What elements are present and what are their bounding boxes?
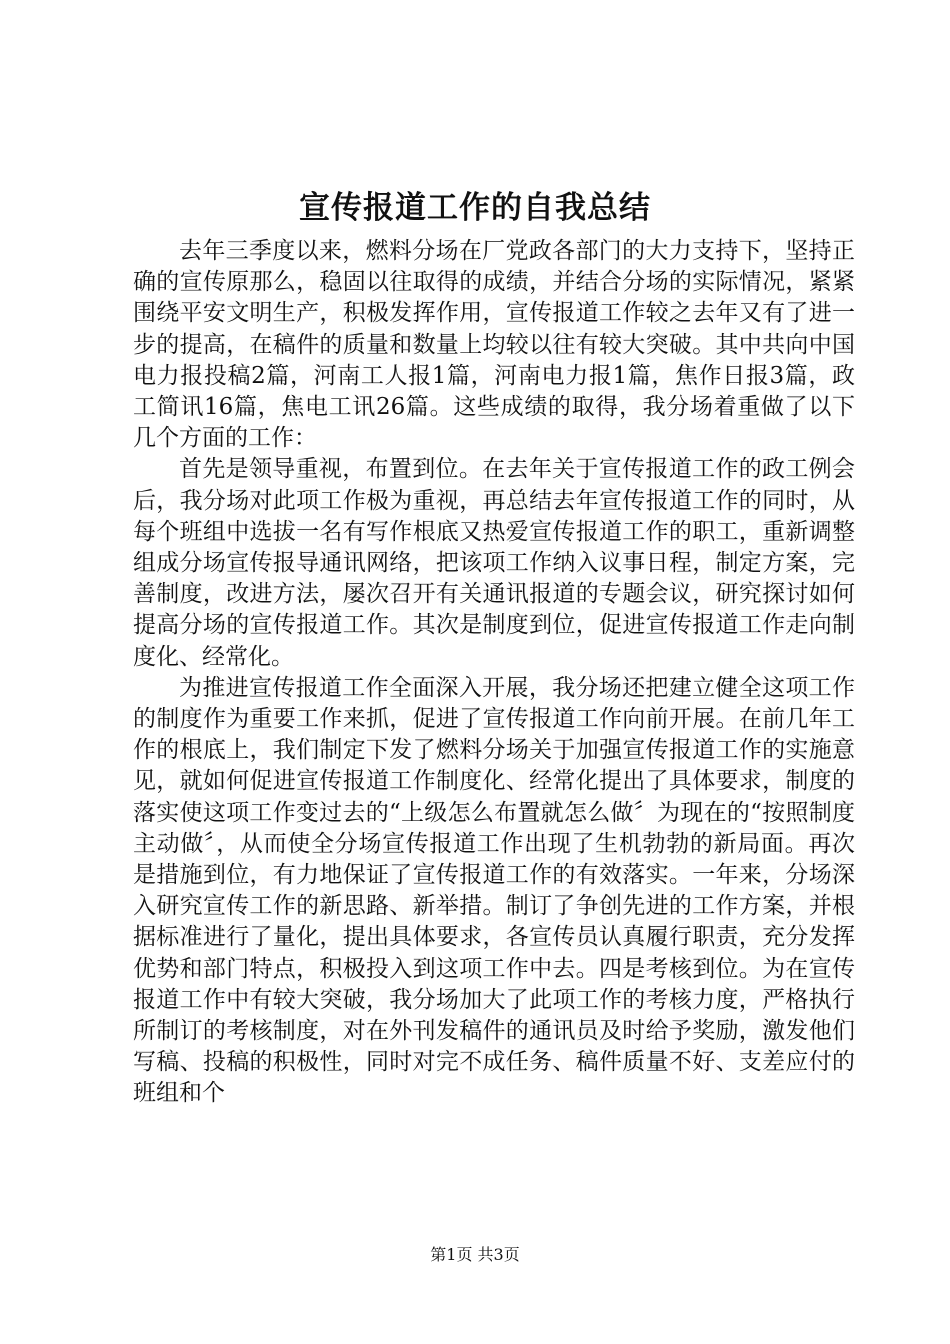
paragraph-2: 首先是领导重视，布置到位。在去年关于宣传报道工作的政工例会后，我分场对此项工作极为重视，再总结去年宣传报道工作的同时，从每个班组中选拔一名有写作根底又热爱宣传报道工作的职工，重新调整组成分场宣传报导通讯网络，把该项工作纳入议事日程，制定方案，完善制度，改进方法，屡次召开有关通讯报道的专题会议，研究探讨如何提高分场的宣传报道工作。其次是制度到位，促进宣传报道工作走向制度化、经常化。 bbox=[133, 456, 855, 670]
document-body bbox=[133, 236, 855, 1110]
page-total: 共3页 bbox=[477, 1245, 520, 1264]
page-footer bbox=[0, 1244, 950, 1266]
paragraph-1: 去年三季度以来，燃料分场在厂党政各部门的大力支持下，坚持正确的宣传原那么，稳固以往取得的成绩，并结合分场的实际情况，紧紧围绕平安文明生产，积极发挥作用，宣传报道工作较之去年又有了进一步的提高，在稿件的质量和数量上均较以往有较大突破。其中共向中国电力报投稿2篇，河南工人报1篇，河南电力报1篇，焦作日报3篇，政工简讯16篇，焦电工讯26篇。这些成绩的取得，我分场着重做了以下几个方面的工作： bbox=[133, 238, 855, 452]
paragraph-3: 为推进宣传报道工作全面深入开展，我分场还把建立健全这项工作的制度作为重要工作来抓，促进了宣传报道工作向前开展。在前几年工作的根底上，我们制定下发了燃料分场关于加强宣传报道工作的实施意见，就如何促进宣传报道工作制度化、经常化提出了具体要求，制度的落实使这项工作变过去的“上级怎么布置就怎么做〞为现在的“按照制度主动做〞，从而使全分场宣传报道工作出现了生机勃勃的新局面。再次是措施到位，有力地保证了宣传报道工作的有效落实。一年来，分场深入研究宣传工作的新思路、新举措。制订了争创先进的工作方案，并根据标准进行了量化，提出具体要求，各宣传员认真履行职责，充分发挥优势和部门特点，积极投入到这项工作中去。四是考核到位。为在宣传报道工作中有较大突破，我分场加大了此项工作的考核力度，严格执行所制订的考核制度，对在外刊发稿件的通讯员及时给予奖励，激发他们写稿、投稿的积极性，同时对完不成任务、稿件质量不好、支差应付的班组和个 bbox=[133, 674, 855, 1107]
document-title: 宣传报道工作的自我总结 bbox=[299, 190, 651, 226]
page-number: 第1页 bbox=[430, 1245, 473, 1264]
